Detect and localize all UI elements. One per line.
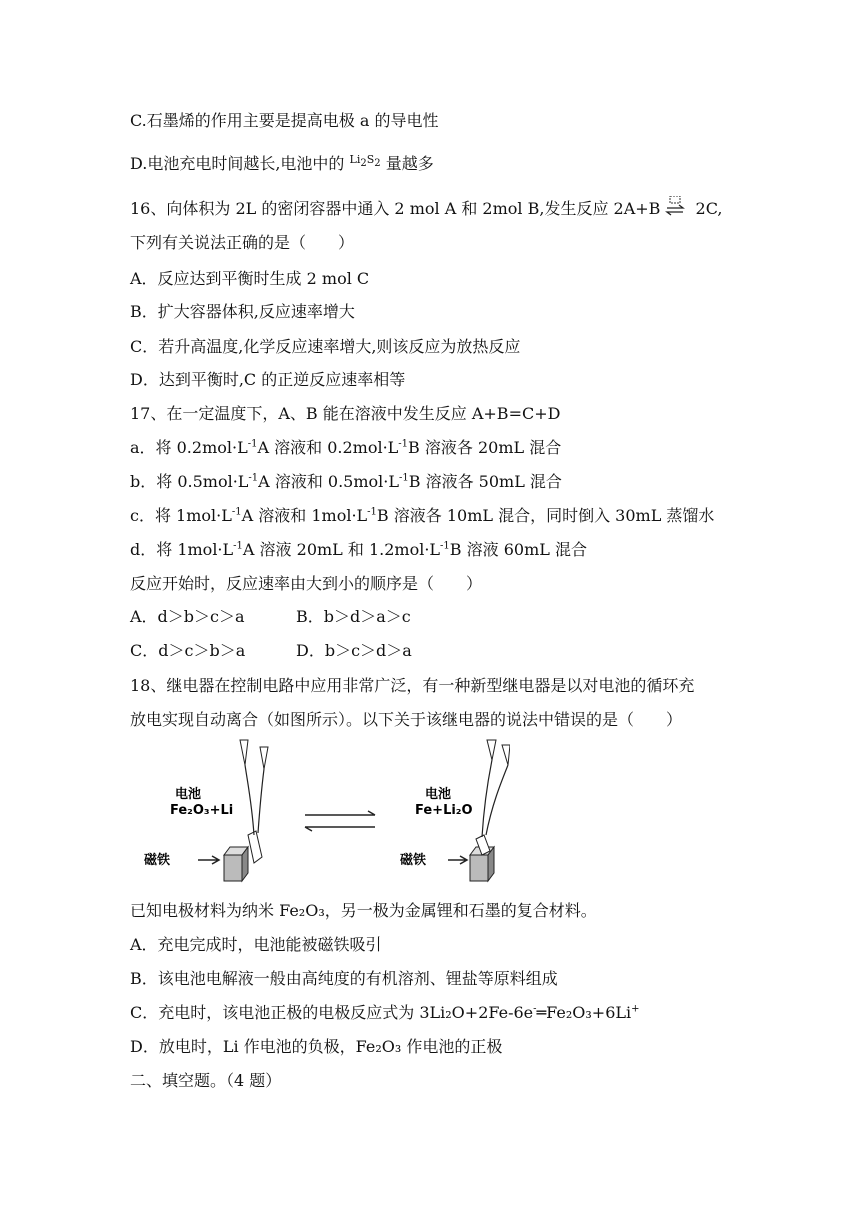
- arrow-right-icon: [448, 856, 467, 864]
- superscript: -1: [231, 506, 242, 518]
- q17-option-c: C．d＞c＞b＞a: [130, 641, 246, 660]
- q18-c-1: C．充电时，该电池正极的电极反应式为 3Li₂O+2Fe-6e: [130, 1003, 534, 1022]
- q17-option-d: D．b＞c＞d＞a: [296, 641, 412, 660]
- q18-option-b: B．该电池电解液一般由高纯度的有机溶剂、锂盐等原料组成: [130, 969, 558, 988]
- q17-d-2: A 溶液 20mL 和 1.2mol·L: [242, 540, 441, 559]
- q18-option-a: A．充电完成时，电池能被磁铁吸引: [130, 935, 382, 954]
- q17-stem: 17、在一定温度下，A、B 能在溶液中发生反应 A+B=C+D: [130, 404, 561, 423]
- relay-springs-right: [482, 760, 508, 837]
- contact-left-2: [260, 747, 268, 769]
- superscript: -1: [398, 438, 409, 450]
- q17-ask: 反应开始时，反应速率由大到小的顺序是（ ）: [130, 574, 483, 593]
- superscript: -1: [247, 438, 258, 450]
- q17-a-2: A 溶液和 0.2mol·L: [257, 438, 399, 457]
- superscript: -1: [440, 540, 450, 552]
- arrow-back-icon: [305, 827, 375, 831]
- fig-left-formula: Fe₂O₃+Li: [170, 803, 234, 818]
- contact-right-1: [487, 740, 496, 760]
- q17-a-1: a．将 0.2mol·L: [130, 438, 248, 457]
- q17-option-b: B．b＞d＞a＞c: [296, 607, 411, 626]
- chem-li: Li: [349, 152, 361, 166]
- arrow-forward-icon: [305, 811, 375, 815]
- arrow-right-icon: [198, 856, 219, 864]
- q17-item-a: [130, 437, 561, 459]
- q17-c-1: c．将 1mol·L: [130, 506, 232, 525]
- q18-option-c: [130, 1002, 640, 1024]
- q16-stem-text: 16、向体积为 2L 的密闭容器中通入 2 mol A 和 2mol B,发生反应 2A+B: [130, 199, 661, 218]
- q17-item-b: [130, 471, 562, 493]
- q18-stem-line2: 放电实现自动离合（如图所示）。以下关于该继电器的说法中错误的是（ ）: [130, 710, 683, 729]
- q17-a-3: B 溶液各 20mL 混合: [408, 438, 562, 457]
- relay-figure: [130, 735, 510, 895]
- q17-item-c: [130, 505, 714, 527]
- relay-diagram: [130, 735, 510, 895]
- q17-c-2: A 溶液和 1mol·L: [241, 506, 368, 525]
- fig-right-formula: Fe+Li₂O: [415, 803, 473, 818]
- superscript: -1: [398, 472, 409, 484]
- q17-b-3: B 溶液各 50mL 混合: [408, 472, 562, 491]
- q16-option-c: C．若升高温度,化学反应速率增大,则该反应为放热反应: [130, 337, 521, 356]
- q16-option-a: A．反应达到平衡时生成 2 mol C: [130, 269, 370, 288]
- superscript: -: [533, 1003, 537, 1015]
- chem-sub: 2: [360, 157, 367, 169]
- q18-option-d: D．放电时，Li 作电池的负极，Fe₂O₃ 作电池的正极: [130, 1037, 503, 1056]
- q15-option-d: [130, 153, 434, 175]
- superscript: -1: [248, 472, 259, 484]
- relay-springs-left: [245, 765, 264, 835]
- superscript: -1: [233, 540, 243, 552]
- fig-right-title: 电池: [425, 787, 452, 802]
- q17-option-a: A．d＞b＞c＞a: [130, 607, 245, 626]
- q18-stem-line1: 18、继电器在控制电路中应用非常广泛，有一种新型继电器是以对电池的循环充: [130, 676, 695, 695]
- chem-sub: 2: [374, 157, 381, 169]
- superscript: +: [631, 1003, 640, 1015]
- q17-item-d: [130, 539, 587, 561]
- q17-d-1: d．将 1mol·L: [130, 540, 234, 559]
- chem-s: S: [366, 152, 375, 166]
- battery-plate-left: [248, 831, 262, 863]
- reversible-arrow-icon: [664, 196, 686, 218]
- q16-stem-line1: [130, 196, 722, 220]
- q16-stem-line2: 下列有关说法正确的是（ ）: [130, 233, 355, 252]
- q18-known: 已知电极材料为纳米 Fe₂O₃，另一极为金属锂和石墨的复合材料。: [130, 901, 597, 920]
- q17-d-3: B 溶液 60mL 混合: [449, 540, 587, 559]
- fig-right-magnet-label: 磁铁: [400, 853, 427, 868]
- fig-left-magnet-label: 磁铁: [144, 853, 171, 868]
- contact-left-1: [240, 740, 248, 765]
- q17-b-2: A 溶液和 0.5mol·L: [258, 472, 399, 491]
- superscript: -1: [367, 506, 377, 518]
- q18-c-2: ═Fe₂O₃+6Li: [536, 1003, 632, 1022]
- q15-d-text: D.电池充电时间越长,电池中的: [130, 154, 350, 173]
- section-heading: 二、填空题。（4 题）: [130, 1071, 282, 1090]
- q16-option-b: B．扩大容器体积,反应速率增大: [130, 302, 355, 321]
- q17-c-3: B 溶液各 10mL 混合，同时倒入 30mL 蒸馏水: [376, 506, 715, 525]
- contact-right-2: [502, 745, 510, 765]
- q16-stem-tail: 2C,: [690, 199, 723, 218]
- magnet-left: [224, 847, 248, 881]
- fig-left-title: 电池: [175, 787, 202, 802]
- q15-option-c: C.石墨烯的作用主要是提高电极 a 的导电性: [130, 111, 439, 130]
- q16-option-d: D．达到平衡时,C 的正逆反应速率相等: [130, 370, 406, 389]
- q15-d-tail: 量越多: [380, 154, 434, 173]
- q17-b-1: b．将 0.5mol·L: [130, 472, 249, 491]
